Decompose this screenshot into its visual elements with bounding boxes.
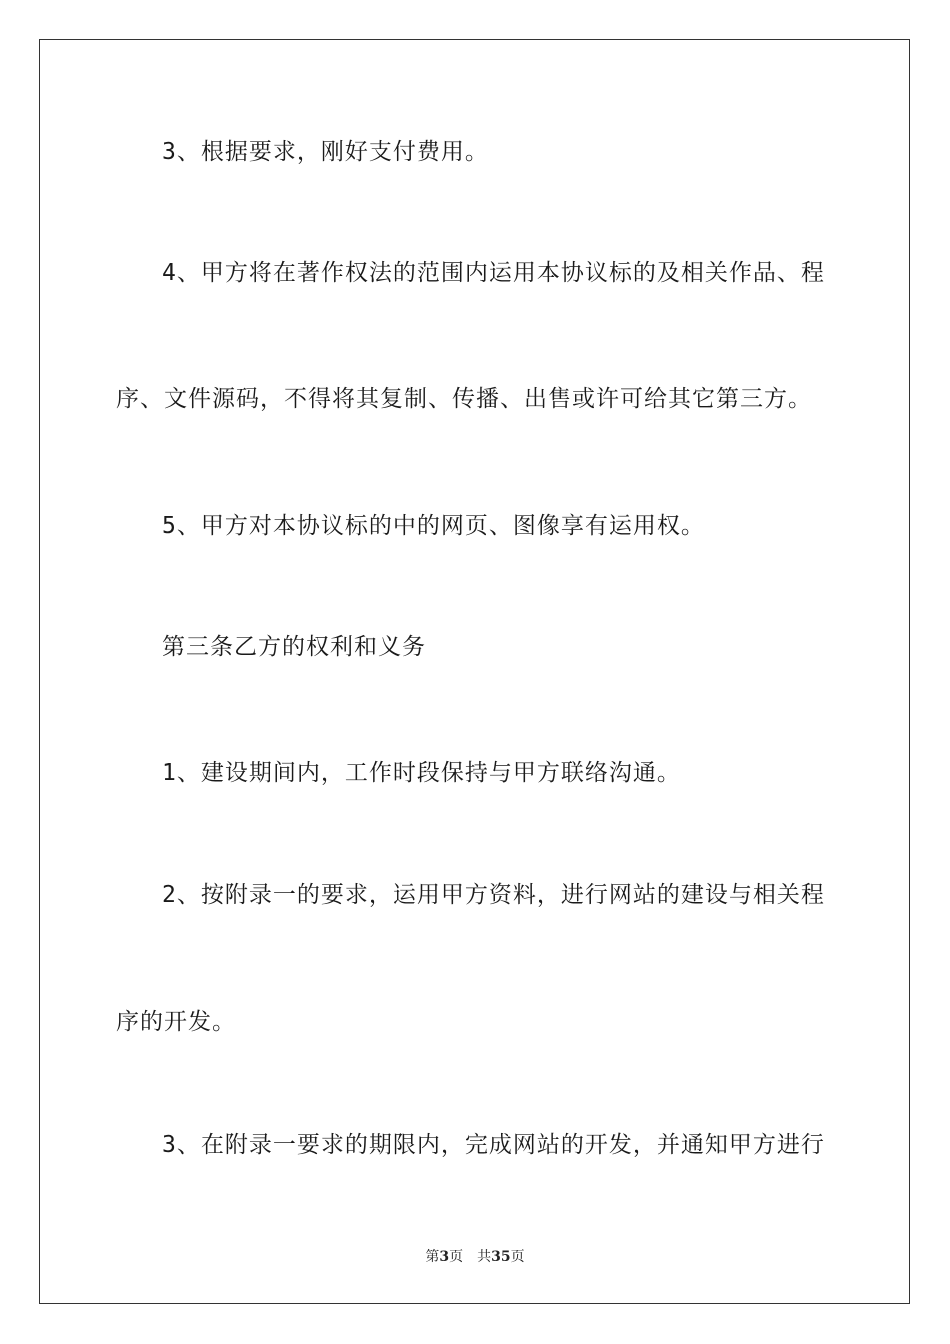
- paragraph-line: 5、甲方对本协议标的中的网页、图像享有运用权。: [162, 513, 705, 539]
- total-pages: 35: [491, 1249, 511, 1265]
- paragraph-line: 1、建设期间内，工作时段保持与甲方联络沟通。: [162, 760, 681, 786]
- paragraph-line: 4、甲方将在著作权法的范围内运用本协议标的及相关作品、程: [162, 260, 825, 286]
- paragraph-line: 序、文件源码，不得将其复制、传播、出售或许可给其它第三方。: [116, 386, 812, 412]
- page-suffix: 页: [449, 1249, 464, 1265]
- paragraph-line: 3、在附录一要求的期限内，完成网站的开发，并通知甲方进行: [162, 1132, 825, 1158]
- total-suffix: 页: [510, 1249, 525, 1265]
- paragraph-line: 2、按附录一的要求，运用甲方资料，进行网站的建设与相关程: [162, 882, 825, 908]
- section-heading: 第三条乙方的权利和义务: [162, 634, 426, 660]
- page-number: 3: [439, 1249, 450, 1265]
- paragraph-line: 3、根据要求，刚好支付费用。: [162, 139, 489, 165]
- total-prefix: 共: [477, 1249, 492, 1265]
- page-border: [39, 39, 910, 1304]
- page-prefix: 第: [425, 1249, 440, 1265]
- paragraph-line: 序的开发。: [116, 1009, 236, 1035]
- page-footer: [0, 1248, 950, 1266]
